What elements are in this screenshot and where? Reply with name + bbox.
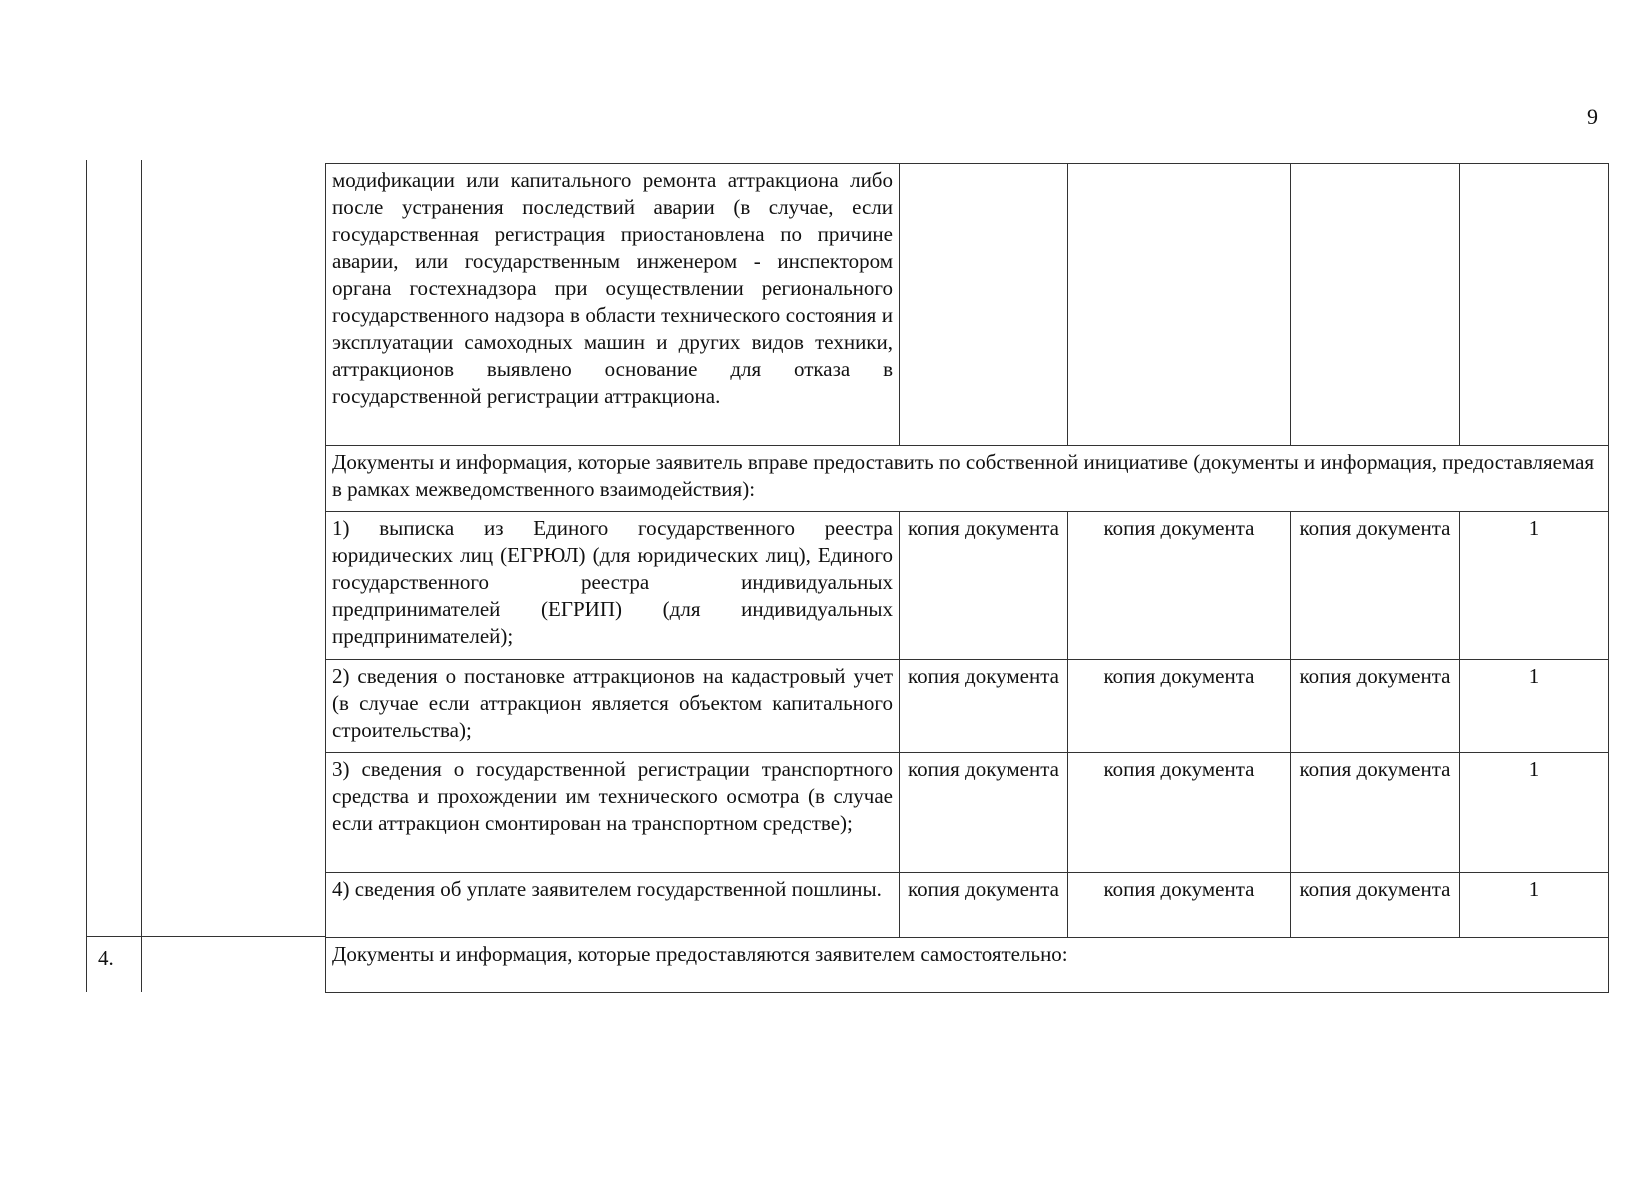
document-description: 3) сведения о государственной регистрации транспортного средства и прохождении им технического осмотра (в случае если аттракцион смонтирован на транспортном средстве); — [326, 753, 900, 873]
quantity-cell: 1 — [1460, 660, 1609, 753]
page-number: 9 — [1587, 104, 1598, 129]
document-description: модификации или капитального ремонта аттракциона либо после устранения последствий аварии (в случае, если государственная регистрация приостановлена по причине аварии, или государственным инженером - инспектором органа гостехнадзора при осуществлении регионального государственного надзора в области технического состояния и эксплуатации самоходных машин и других видов техники, аттракционов выявлено основание для отказа в государственной регистрации аттракциона. — [326, 164, 900, 446]
document-description: 1) выписка из Единого государственного реестра юридических лиц (ЕГРЮЛ) (для юридических лиц), Единого государственного реестра индивидуальных предпринимателей (ЕГРИП) (для индивидуальных предпринимателей); — [326, 512, 900, 660]
row-number: 4. — [98, 946, 114, 970]
document-type-cell — [1291, 164, 1460, 446]
quantity-cell: 1 — [1460, 753, 1609, 873]
original-or-copy-cell: копия документа — [900, 873, 1068, 938]
document-form-cell: копия документа — [1068, 873, 1291, 938]
quantity-cell — [1460, 164, 1609, 446]
document-description: 4) сведения об уплате заявителем государственной пошлины. — [326, 873, 900, 938]
original-or-copy-cell: копия документа — [900, 512, 1068, 660]
column-divider-line — [141, 160, 142, 992]
section-heading: Документы и информация, которые предоставляются заявителем самостоятельно: — [326, 938, 1609, 993]
document-type-cell: копия документа — [1291, 512, 1460, 660]
table-row — [326, 512, 1609, 660]
quantity-cell: 1 — [1460, 873, 1609, 938]
table-row — [326, 164, 1609, 446]
document-type-cell: копия документа — [1291, 660, 1460, 753]
table-row — [326, 873, 1609, 938]
document-description: 2) сведения о постановке аттракционов на кадастровый учет (в случае если аттракцион является объектом капитального строительства); — [326, 660, 900, 753]
document-form-cell: копия документа — [1068, 660, 1291, 753]
document-form-cell — [1068, 164, 1291, 446]
table-row — [326, 446, 1609, 512]
document-type-cell: копия документа — [1291, 873, 1460, 938]
document-form-cell: копия документа — [1068, 512, 1291, 660]
table-row — [326, 938, 1609, 993]
original-or-copy-cell: копия документа — [900, 753, 1068, 873]
table-row — [326, 753, 1609, 873]
section-heading: Документы и информация, которые заявитель вправе предоставить по собственной инициативе (документы и информация, предоставляемая в рамках межведомственного взаимодействия): — [326, 446, 1609, 512]
original-or-copy-cell — [900, 164, 1068, 446]
documents-table — [325, 163, 1609, 993]
left-border-line — [86, 160, 87, 992]
table-row — [326, 660, 1609, 753]
original-or-copy-cell: копия документа — [900, 660, 1068, 753]
quantity-cell: 1 — [1460, 512, 1609, 660]
document-type-cell: копия документа — [1291, 753, 1460, 873]
row-divider-line — [86, 936, 326, 937]
document-form-cell: копия документа — [1068, 753, 1291, 873]
